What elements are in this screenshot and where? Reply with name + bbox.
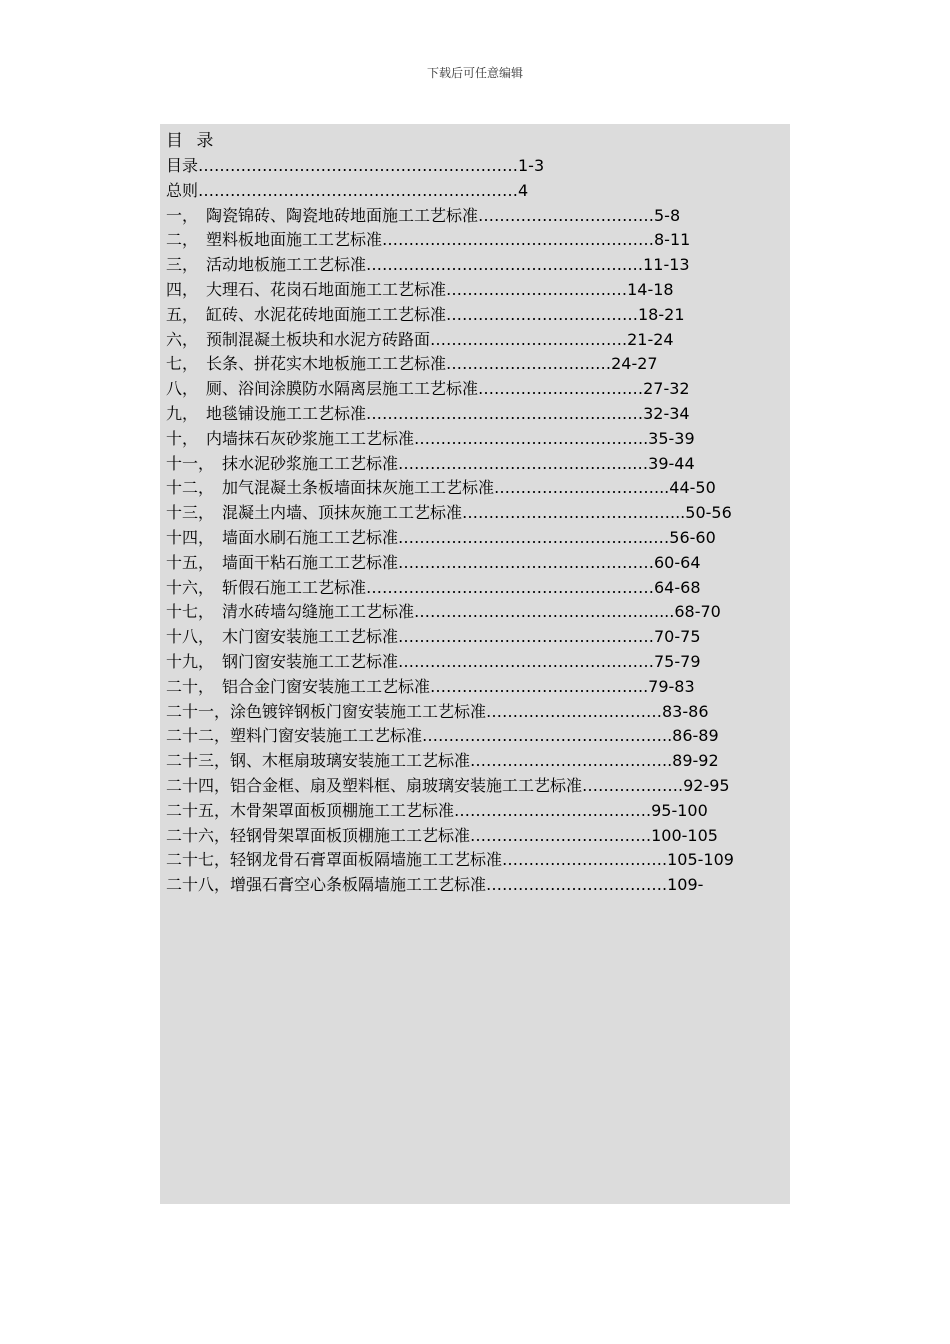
toc-entry: 二十七，轻钢龙骨石膏罩面板隔墙施工工艺标准………………………….105-109 (166, 850, 734, 870)
toc-entry: 二十， 铝合金门窗安装施工工艺标准…………………………………..79-83 (166, 676, 695, 696)
toc-list (166, 154, 788, 898)
toc-entry: 目录……………………………………………………1-3 (166, 156, 545, 175)
toc-entry: 二十五，木骨架罩面板顶棚施工工艺标准……………………………….95-100 (166, 800, 708, 820)
toc-entry: 总则……………………………………………………4 (166, 180, 529, 200)
toc-entry: 七， 长条、拼花实木地板施工工艺标准……………………….…24-27 (166, 354, 658, 374)
toc-entry: 二十六，轻钢骨架罩面板顶棚施工工艺标准…………………………….100-105 (166, 825, 718, 845)
toc-entry: 十， 内墙抹石灰砂浆施工工艺标准……………………………………..35-39 (166, 428, 695, 448)
toc-entry: 四， 大理石、花岗石地面施工工艺标准………………………….…14-18 (166, 279, 674, 299)
page-header-note: 下载后可任意编辑 (426, 66, 523, 80)
toc-entry: 九， 地毯铺设施工工艺标准………………………………………….…32-34 (166, 403, 690, 423)
toc-entry: 十二， 加气混凝土条板墙面抹灰施工工艺标准…………………………...44-50 (166, 478, 716, 498)
toc-entry: 二十二，塑料门窗安装施工工艺标准………………………………………..86-89 (166, 726, 719, 746)
toc-entry: 八， 厕、浴间涂膜防水隔离层施工工艺标准……………………….…27-32 (166, 379, 690, 399)
toc-entry: 二十一，涂色镀锌钢板门窗安装施工工艺标准……………………………83-86 (166, 701, 709, 721)
toc-entry: 十六， 斩假石施工工艺标准………………………………………………64-68 (166, 577, 701, 597)
table-of-contents (160, 124, 790, 1204)
toc-entry: 五， 缸砖、水泥花砖地面施工工艺标准………………………………18-21 (166, 304, 685, 324)
toc-entry: 三， 活动地板施工工艺标准………………………………………….…11-13 (166, 255, 690, 275)
toc-entry: 二十三，钢、木框扇玻璃安装施工工艺标准………………………………..89-92 (166, 751, 719, 771)
toc-entry: 十三， 混凝土内墙、顶抹灰施工工艺标准…………………………………...50-56 (166, 503, 732, 523)
toc-entry: 二十八，增强石膏空心条板隔墙施工工艺标准…………………………….109- (166, 875, 704, 895)
toc-entry: 十八， 木门窗安装施工工艺标准…………………………………………70-75 (166, 627, 701, 647)
toc-entry: 十一， 抹水泥砂浆施工工艺标准……………………………………..…39-44 (166, 453, 695, 473)
toc-entry: 二， 塑料板地面施工工艺标准……………………………………………8-11 (166, 230, 691, 250)
toc-entry: 十九， 钢门窗安装施工工艺标准…………………………………………75-79 (166, 651, 701, 671)
toc-entry: 六， 预制混凝土板块和水泥方砖路面……………………………….21-24 (166, 329, 674, 349)
toc-entry: 十五， 墙面干粘石施工工艺标准…………………………………………60-64 (166, 552, 701, 572)
toc-title: 目 录 (166, 131, 218, 151)
toc-entry: 二十四，铝合金框、扇及塑料框、扇玻璃安装施工工艺标准……………….92-95 (166, 775, 730, 795)
toc-entry: 十七， 清水砖墙勾缝施工工艺标准………………………………………....68-70 (166, 602, 721, 622)
toc-entry: 一， 陶瓷锦砖、陶瓷地砖地面施工工艺标准……………………………5-8 (166, 205, 681, 225)
toc-entry: 十四， 墙面水刷石施工工艺标准………………………………………...…56-60 (166, 527, 716, 547)
